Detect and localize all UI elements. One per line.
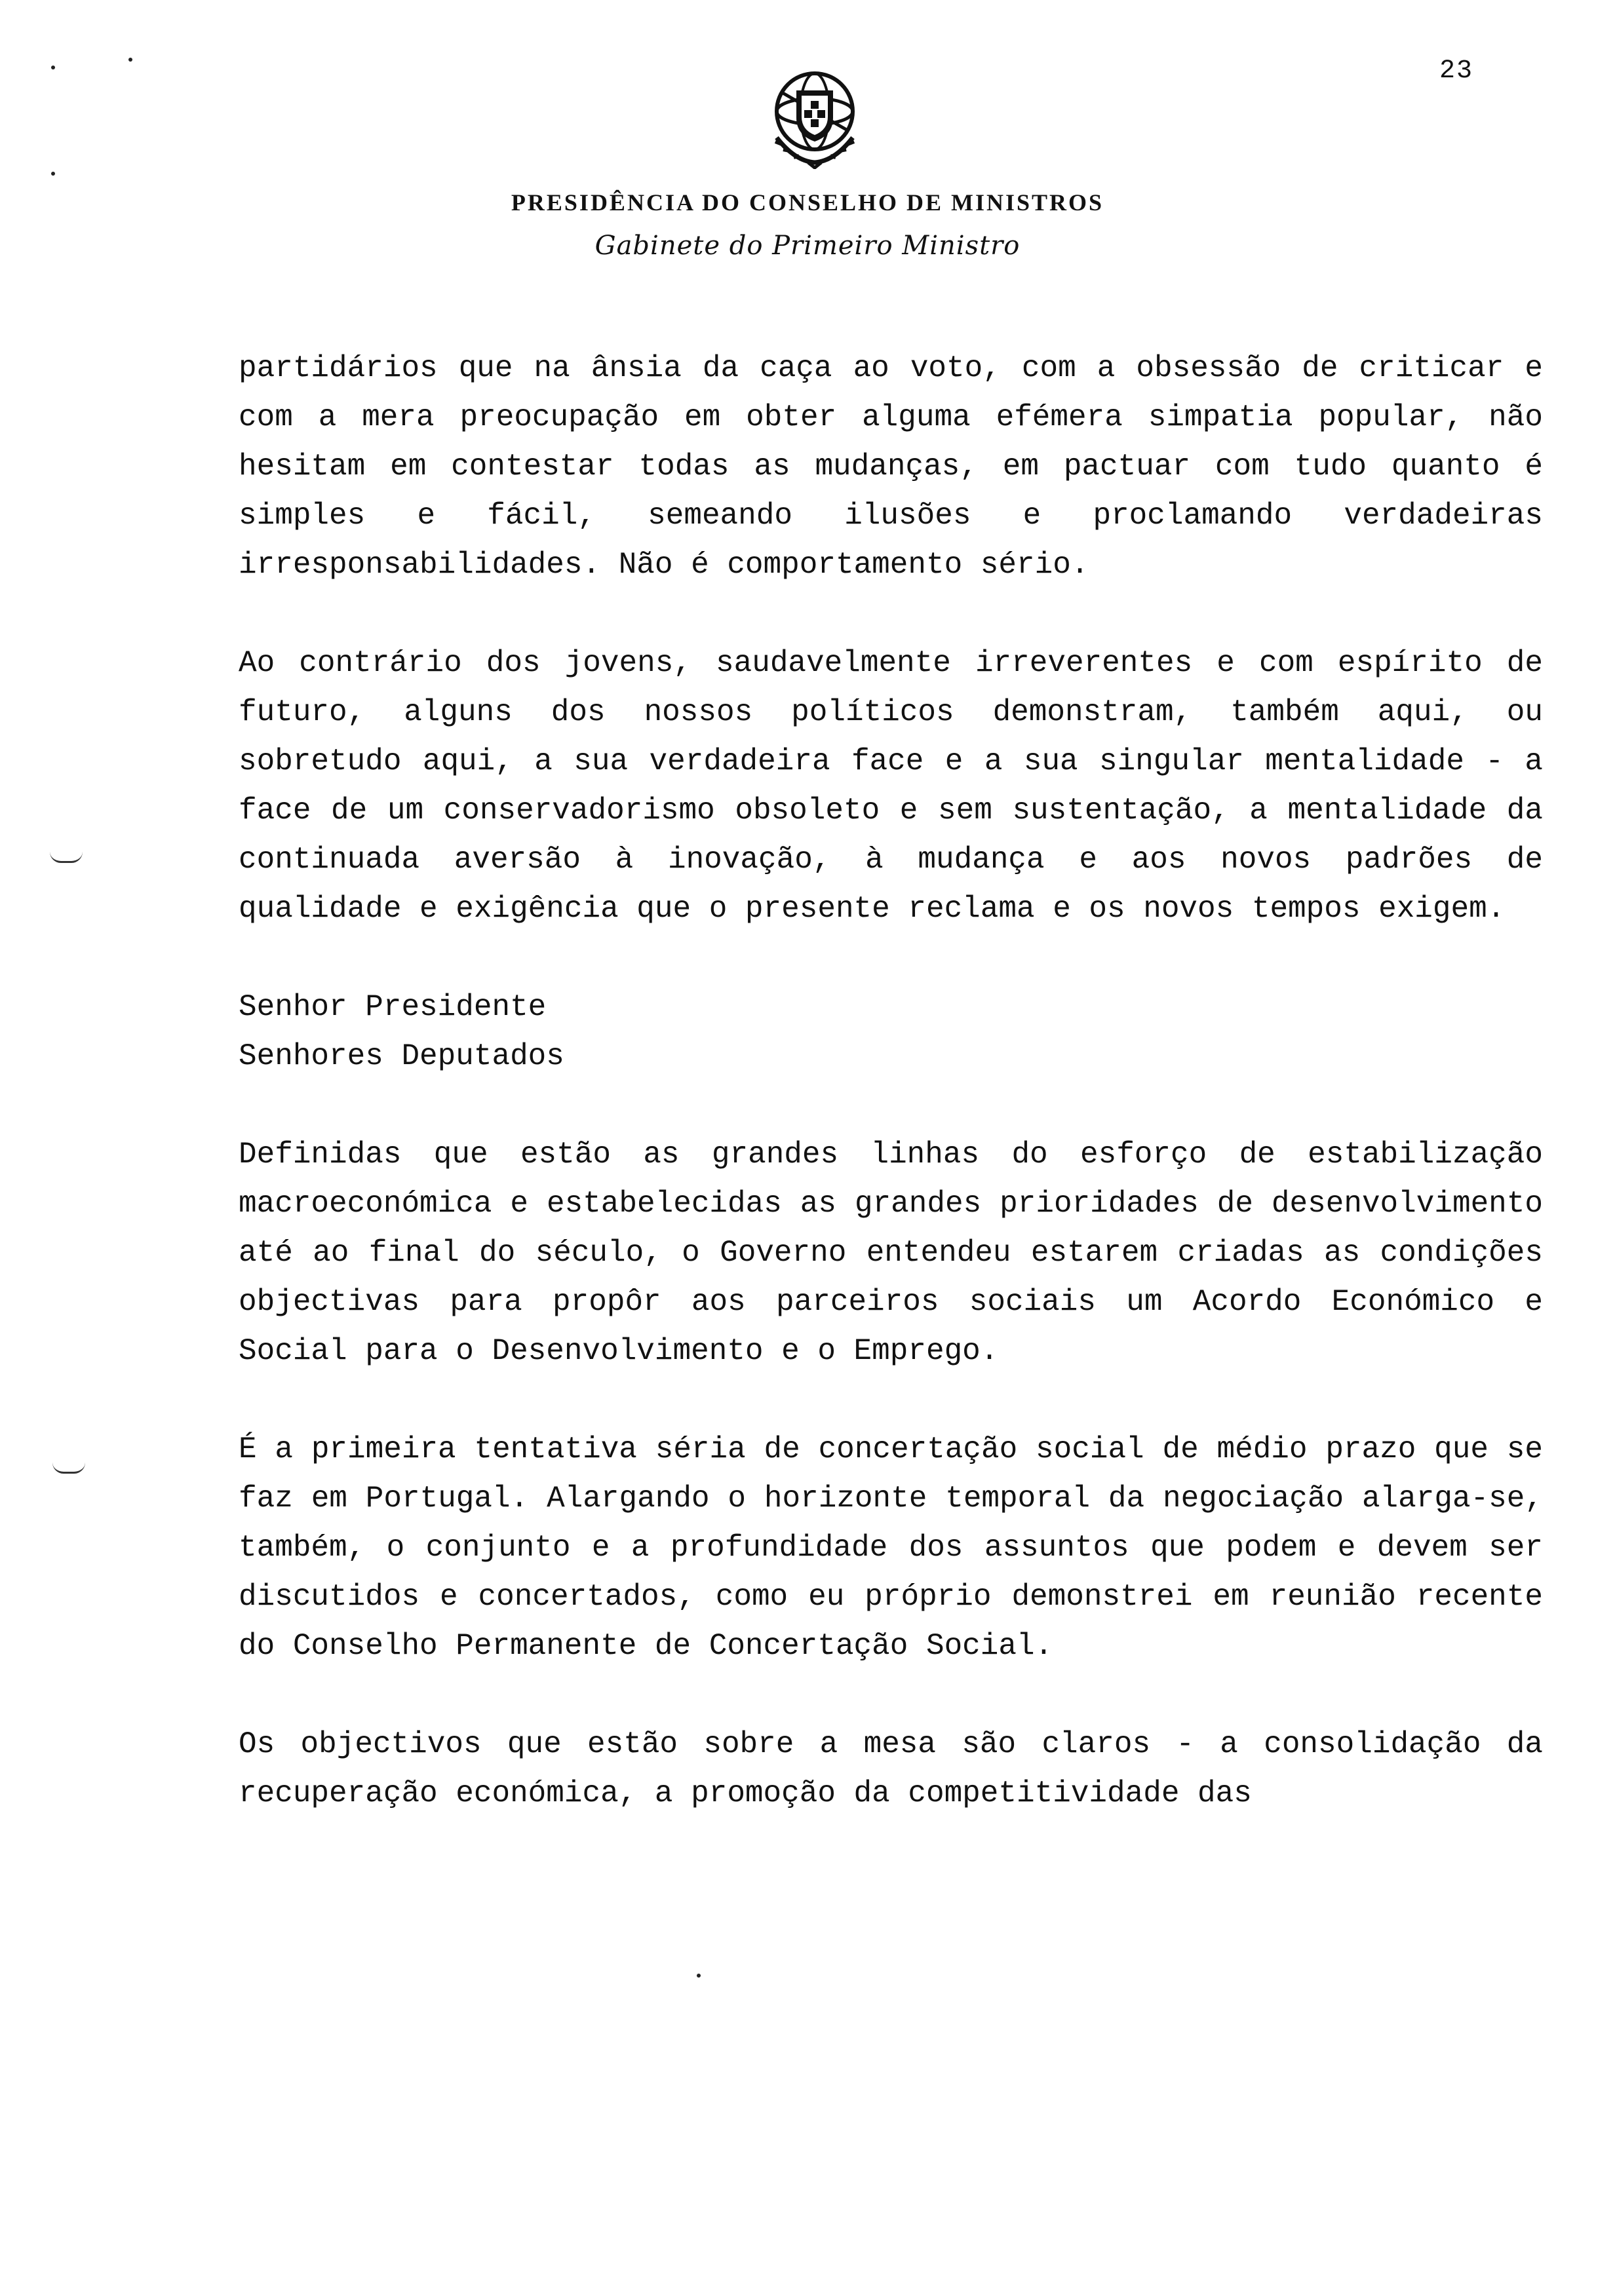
scan-speck (51, 172, 55, 176)
scan-speck (128, 58, 132, 62)
document-body (239, 344, 1543, 1867)
salutation-line: Senhor Presidente (239, 990, 547, 1024)
salutation-line: Senhores Deputados (239, 1039, 564, 1073)
cabinet-subtitle: Gabinete do Primeiro Ministro (594, 231, 1021, 261)
institution-title: PRESIDÊNCIA DO CONSELHO DE MINISTROS (511, 189, 1104, 216)
portuguese-coat-of-arms-icon (762, 64, 867, 169)
paragraph: É a primeira tentativa séria de concertação social de médio prazo que se faz em Portugal. Alargando o horizonte temporal da negociação alarga-se, também, o conjunto e a profundidade dos assuntos que podem e devem ser discutidos e concertados, como eu próprio demonstrei em reunião recente do Conselho Permanente de Concertação Social. (239, 1432, 1543, 1663)
margin-mark (52, 1463, 85, 1474)
page-number: 23 (1439, 56, 1474, 86)
paragraph: Ao contrário dos jovens, saudavelmente irreverentes e com espírito de futuro, alguns dos nossos políticos demonstram, também aqui, ou sobretudo aqui, a sua verdadeira face e a sua singular mentalidade - a face de um conservadorismo obsoleto e sem sustentação, a mentalidade da continuada aversão à inovação, à mudança e aos novos padrões de qualidade e exigência que o presente reclama e os novos tempos exigem. (239, 646, 1543, 926)
scan-speck (51, 66, 55, 69)
paragraph: Os objectivos que estão sobre a mesa são claros - a consolidação da recuperação económica, a promoção da competitividade das (239, 1727, 1543, 1810)
scan-speck (697, 1974, 701, 1978)
paragraph: Definidas que estão as grandes linhas do esforço de estabilização macroeconómica e estabelecidas as grandes prioridades de desenvolvimento até ao final do século, o Governo entendeu estarem criadas as condições objectivas para propôr aos parceiros sociais um Acordo Económico e Social para o Desenvolvimento e o Emprego. (239, 1138, 1543, 1368)
salutation (239, 983, 1543, 1081)
paragraph: partidários que na ânsia da caça ao voto, com a obsessão de criticar e com a mera preocupação em obter alguma efémera simpatia popular, não hesitam em contestar todas as mudanças, em pactuar com tudo quanto é simples e fácil, semeando ilusões e proclamando verdadeiras irresponsabilidades. Não é comportamento sério. (239, 351, 1543, 582)
margin-mark (50, 852, 83, 863)
